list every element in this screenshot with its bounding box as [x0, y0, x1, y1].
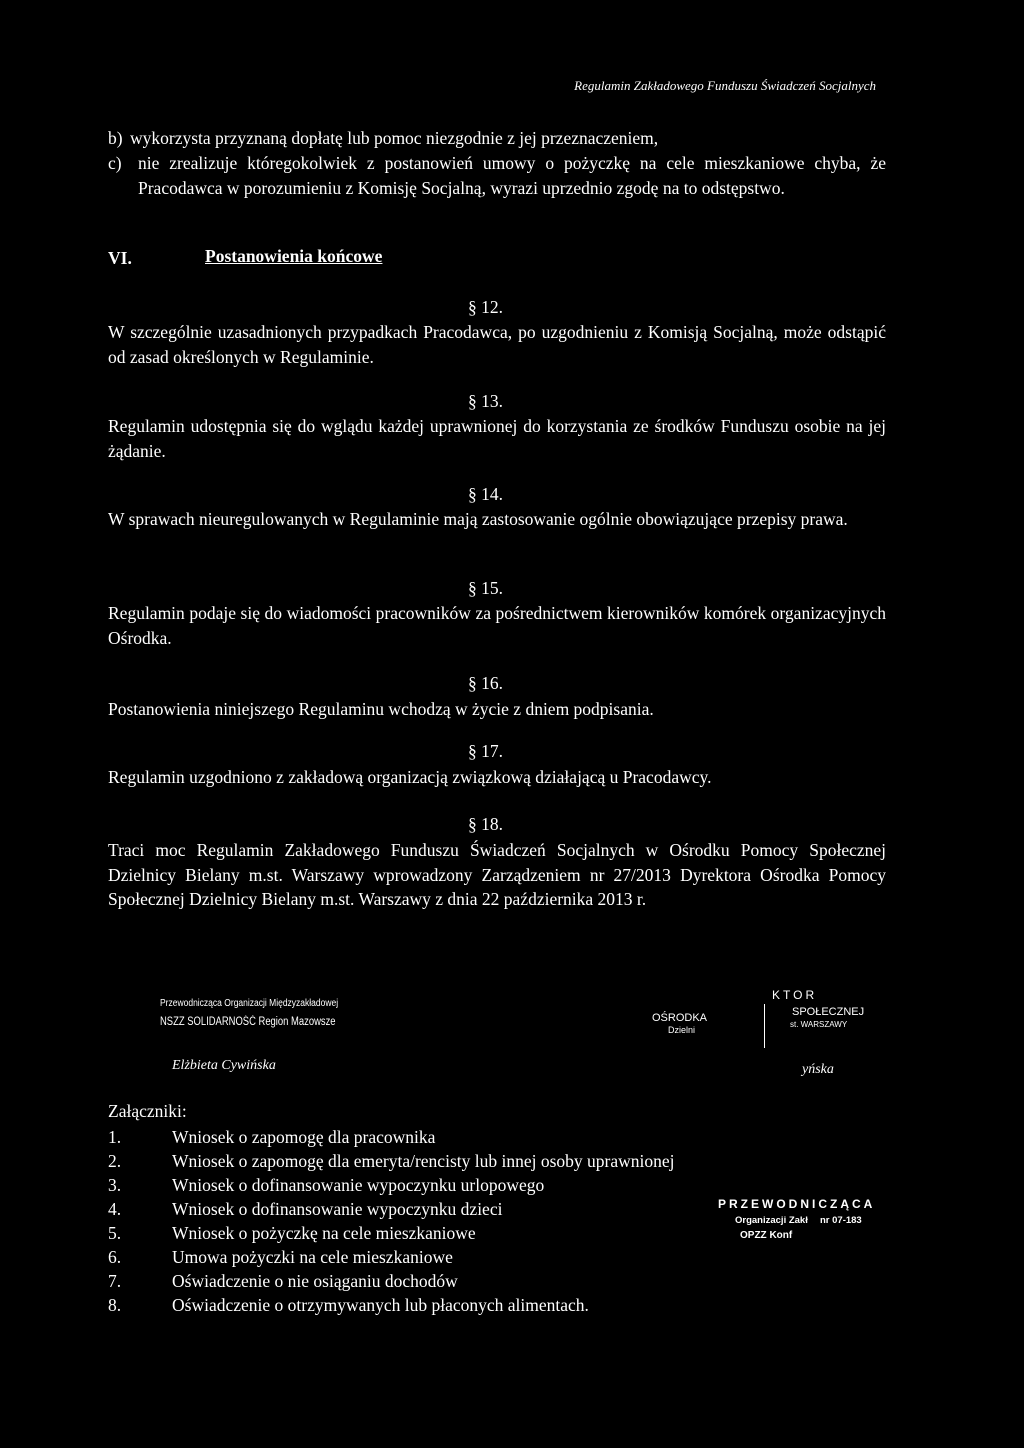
- attachments-label: Załączniki:: [108, 1101, 187, 1121]
- attachment-item: [108, 1125, 808, 1149]
- attachment-title: Oświadczenie o nie osiąganiu dochodów: [172, 1271, 458, 1291]
- director-stamp-line2: SPOŁECZNEJ: [792, 1006, 865, 1018]
- paragraph-number: § 16.: [468, 673, 503, 693]
- paragraph-text: W sprawach nieuregulowanych w Regulaminie mają zastosowanie ogólnie obowiązujące przepisy prawa.: [108, 509, 848, 529]
- chair-stamp-line4: OPZZ Konf: [740, 1230, 793, 1241]
- paragraph-text: Regulamin podaje się do wiadomości pracowników za pośrednictwem kierowników komórek organizacyjnych Ośrodka.: [108, 603, 886, 648]
- center-stamp-line2: Dzielni: [668, 1025, 696, 1035]
- attachment-item: [108, 1221, 808, 1245]
- attachment-title: Wniosek o dofinansowanie wypoczynku dzieci: [172, 1199, 503, 1219]
- attachment-item: [108, 1245, 808, 1269]
- attachment-item: [108, 1173, 808, 1197]
- attachment-number: 4.: [108, 1199, 122, 1219]
- director-stamp-line3: st. WARSZAWY: [790, 1020, 848, 1029]
- director-signer: yńska: [802, 1062, 834, 1077]
- attachment-item: [108, 1293, 808, 1317]
- attachment-number: 2.: [108, 1151, 122, 1171]
- paragraph-number: § 14.: [468, 484, 503, 504]
- attachment-title: Wniosek o zapomogę dla pracownika: [172, 1127, 436, 1147]
- attachment-title: Oświadczenie o otrzymywanych lub płaconych alimentach.: [172, 1295, 589, 1315]
- list-text: wykorzysta przyznaną dopłatę lub pomoc niezgodnie z jej przeznaczeniem,: [130, 128, 659, 148]
- paragraph-number: § 15.: [468, 578, 503, 598]
- attachment-number: 8.: [108, 1295, 122, 1315]
- paragraph-number: § 18.: [468, 814, 503, 834]
- attachment-number: 6.: [108, 1247, 122, 1267]
- section-number: VI.: [108, 248, 132, 268]
- list-marker: c): [108, 153, 122, 173]
- attachment-number: 1.: [108, 1127, 122, 1147]
- attachment-title: Wniosek o pożyczkę na cele mieszkaniowe: [172, 1223, 476, 1243]
- paragraph-text: Traci moc Regulamin Zakładowego Funduszu Świadczeń Socjalnych w Ośrodku Pomocy Społecznej Dzielnicy Bielany m.st. Warszawy wprowadzony Zarządzeniem nr 27/2013 Dyrektora Ośrodka Pomocy Społecznej Dzielnicy Bielany m.st. Warszawy z dnia 22 października 2013 r.: [108, 840, 886, 909]
- union-stamp-line1: Przewodnicząca Organizacji Międzyzakładowej: [160, 998, 339, 1009]
- attachment-title: Umowa pożyczki na cele mieszkaniowe: [172, 1247, 453, 1267]
- center-stamp-line1: OŚRODKA: [652, 1012, 708, 1024]
- attachment-number: 7.: [108, 1271, 122, 1291]
- paragraph-number: § 12.: [468, 297, 503, 317]
- attachment-title: Wniosek o dofinansowanie wypoczynku urlopowego: [172, 1175, 545, 1195]
- paragraph-text: W szczególnie uzasadnionych przypadkach Pracodawca, po uzgodnieniu z Komisją Socjalną, może odstąpić od zasad określonych w Regulaminie.: [108, 322, 886, 367]
- chair-stamp-line3: nr 07-183: [820, 1215, 862, 1226]
- union-stamp-line2: NSZZ SOLIDARNOŚĆ Region Mazowsze: [160, 1016, 336, 1028]
- list-text: nie zrealizuje któregokolwiek z postanowień umowy o pożyczkę na cele mieszkaniowe chyba, że Pracodawca w porozumieniu z Komisję Socjalną, wyrazi uprzednio zgodę na to odstępstwo.: [138, 153, 886, 198]
- section-title: Postanowienia końcowe: [205, 246, 383, 266]
- attachment-item: [108, 1269, 808, 1293]
- attachment-number: 5.: [108, 1223, 122, 1243]
- paragraph-text: Postanowienia niniejszego Regulaminu wchodzą w życie z dniem podpisania.: [108, 699, 654, 719]
- attachment-number: 3.: [108, 1175, 122, 1195]
- attachment-item: [108, 1149, 808, 1173]
- stamp-divider: [764, 1004, 765, 1048]
- paragraph-number: § 13.: [468, 391, 503, 411]
- attachment-title: Wniosek o zapomogę dla emeryta/rencisty lub innej osoby uprawnionej: [172, 1151, 675, 1171]
- paragraph-number: § 17.: [468, 741, 503, 761]
- chair-stamp-line2: Organizacji Zakł: [735, 1215, 808, 1226]
- running-header: Regulamin Zakładowego Funduszu Świadczeń Socjalnych: [574, 78, 876, 93]
- chair-stamp-line1: PRZEWODNICZĄCA: [718, 1197, 876, 1211]
- attachment-item: [108, 1197, 808, 1221]
- list-item-c: [108, 151, 886, 200]
- paragraph-text: Regulamin udostępnia się do wglądu każdej uprawnionej do korzystania ze środków Funduszu osobie na jej żądanie.: [108, 416, 886, 461]
- director-stamp-line1: KTOR: [772, 988, 818, 1002]
- paragraph-text: Regulamin uzgodniono z zakładową organizacją związkową działającą u Pracodawcy.: [108, 767, 712, 787]
- union-signer: Elżbieta Cywińska: [172, 1058, 276, 1073]
- list-marker: b): [108, 128, 123, 148]
- list-item-b: [108, 126, 886, 151]
